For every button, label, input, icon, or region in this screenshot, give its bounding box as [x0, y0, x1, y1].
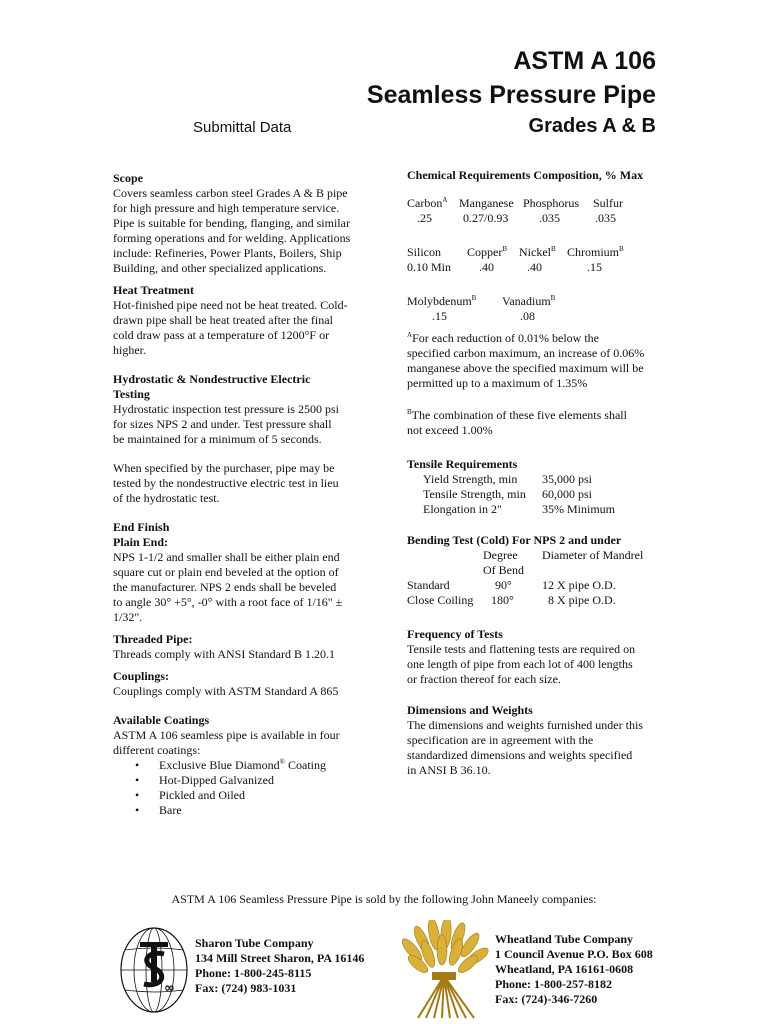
hydrostatic-heading-2: Testing [113, 387, 150, 401]
tensile-heading: Tensile Requirements [407, 457, 518, 471]
registered-mark: ® [279, 758, 285, 766]
footnote-mark: B [407, 408, 412, 416]
chem-label: Sulfur [593, 196, 623, 210]
bending-table [407, 548, 667, 608]
hydrostatic-heading: Hydrostatic & Nondestructive Electric [113, 372, 311, 386]
bend-col-header: Degree [483, 548, 518, 562]
note-a-line: manganese above the specified maximum will be [407, 361, 644, 375]
chem-label [407, 294, 476, 309]
bend-mandrel: 8 X pipe O.D. [548, 593, 616, 607]
scope-heading: Scope [113, 171, 143, 185]
scope-line: include: Refineries, Power Plants, Boilers, Ship [113, 246, 342, 260]
dimensions-line: in ANSI B 36.10. [407, 763, 491, 777]
chem-label [567, 245, 624, 260]
heat-treatment-heading: Heat Treatment [113, 283, 194, 297]
svg-text:∞: ∞ [164, 981, 175, 996]
tensile-value: 35,000 psi [542, 472, 593, 486]
nde-line: When specified by the purchaser, pipe may be [113, 461, 335, 475]
hydrostatic-text [113, 402, 388, 447]
chem-label: Phosphorus [523, 196, 580, 210]
company-fax: Fax: (724)-346-7260 [495, 992, 598, 1006]
tensile-value: 60,000 psi [542, 487, 593, 501]
chem-value: .15 [587, 260, 602, 274]
footnote-b [407, 408, 667, 438]
chem-label: Manganese [459, 196, 514, 210]
coating-name: Exclusive Blue Diamond [159, 758, 280, 772]
list-item: • Pickled and Oiled [159, 788, 388, 803]
scope-line: Building, and other specialized applications. [113, 261, 327, 275]
frequency-line: one length of pipe from each lot of 400 lengths [407, 657, 633, 671]
tensile-label: Yield Strength, min [423, 472, 518, 486]
dimensions-line: The dimensions and weights furnished under this [407, 718, 643, 732]
tensile-label: Tensile Strength, min [423, 487, 526, 501]
bend-degree: 180° [491, 593, 514, 607]
chemical-requirements-heading: Chemical Requirements Composition, % Max [407, 168, 644, 182]
nondestructive-text [113, 461, 388, 506]
chem-value: .035 [539, 211, 560, 225]
chem-table-2 [407, 245, 667, 279]
plain-line: the manufacturer. NPS 2 ends shall be beveled [113, 580, 337, 594]
chem-label-text: Molybdenum [407, 294, 472, 308]
bend-row-label: Close Coiling [407, 593, 474, 607]
grades-label: Grades A & B [528, 115, 656, 137]
chem-label-text: Chromium [567, 245, 620, 259]
frequency-section [407, 627, 667, 687]
scope-line: for high pressure and high temperature service. [113, 201, 340, 215]
chem-value: .035 [595, 211, 616, 225]
threaded-pipe-heading: Threaded Pipe: [113, 632, 193, 646]
bend-col-header: Of Bend [483, 563, 524, 577]
coatings-heading: Available Coatings [113, 713, 210, 727]
submittal-label: Submittal Data [193, 119, 292, 136]
company-address: 1 Council Avenue P.O. Box 608 [495, 947, 653, 961]
company-phone: Phone: 1-800-245-8115 [195, 966, 312, 980]
footnote-mark: A [407, 331, 413, 339]
chem-table-1 [407, 196, 667, 230]
hydro-line: Hydrostatic inspection test pressure is 2500 psi [113, 402, 339, 416]
coating-suffix: Coating [284, 758, 326, 772]
plain-line: to angle 30° +5°, -0° with a root face of 1/16" ± [113, 595, 343, 609]
company-phone: Phone: 1-800-257-8182 [495, 977, 612, 991]
note-a-line: permitted up to a maximum of 1.35% [407, 376, 588, 390]
sold-by-line: ASTM A 106 Seamless Pressure Pipe is sold by the following John Maneely companies: [171, 892, 597, 906]
sharon-tube-logo [118, 922, 190, 1016]
chem-label: Silicon [407, 245, 442, 259]
coatings-list [113, 758, 388, 818]
dimensions-line: specification are in agreement with the [407, 733, 594, 747]
sharon-tube-contact [195, 936, 364, 996]
nde-line: of the hydrostatic test. [113, 491, 220, 505]
chem-value: 0.10 Min [407, 260, 452, 274]
heat-line: cold draw pass at a temperature of 1200°F or [113, 328, 330, 342]
list-item [159, 758, 388, 773]
couplings-heading: Couplings: [113, 669, 170, 683]
scope-line: Covers seamless carbon steel Grades A & B pipe [113, 186, 348, 200]
plain-line: 1/32". [113, 610, 143, 624]
chem-label [502, 294, 555, 309]
coatings-line: different coatings: [113, 743, 201, 757]
footnote-mark: B [619, 245, 624, 253]
dimensions-section [407, 703, 667, 778]
chem-label [519, 245, 556, 260]
tensile-section [407, 457, 667, 472]
nde-line: tested by the nondestructive electric test in lieu [113, 476, 339, 490]
end-finish-heading: End Finish [113, 520, 170, 534]
scope-text [113, 186, 388, 276]
document-title: ASTM A 106 [513, 47, 656, 75]
footnote-mark: B [502, 245, 507, 253]
frequency-heading: Frequency of Tests [407, 627, 503, 641]
footnote-mark: A [442, 196, 448, 204]
chem-value: .40 [479, 260, 494, 274]
footnote-mark: B [471, 294, 477, 302]
hydro-line: for sizes NPS 2 and under. Test pressure shall [113, 417, 332, 431]
scope-line: Pipe is suitable for bending, flanging, and similar [113, 216, 350, 230]
chem-value: .25 [417, 211, 432, 225]
tensile-table [407, 472, 667, 517]
bending-heading: Bending Test (Cold) For NPS 2 and under [407, 533, 622, 547]
chem-value: 0.27/0.93 [463, 211, 509, 225]
company-city: Wheatland, PA 16161-0608 [495, 962, 634, 976]
list-item: • Bare [159, 803, 388, 818]
plain-end-heading: Plain End: [113, 535, 169, 549]
threaded-pipe-text: Threads comply with ANSI Standard B 1.20.1 [113, 647, 335, 661]
heat-line: higher. [113, 343, 146, 357]
note-a-line [407, 331, 667, 346]
chem-value: .15 [432, 309, 447, 323]
note-b-line [407, 408, 667, 423]
bend-col-header: Diameter of Mandrel [542, 548, 644, 562]
company-address: 134 Mill Street Sharon, PA 16146 [195, 951, 365, 965]
list-item: • Hot-Dipped Galvanized [159, 773, 388, 788]
tensile-label: Elongation in 2" [423, 502, 502, 516]
wheat-sheaf-logo [398, 920, 490, 1020]
chem-label [407, 196, 447, 211]
dimensions-heading: Dimensions and Weights [407, 703, 533, 717]
footnote-a [407, 331, 667, 391]
hydro-line: be maintained for a minimum of 5 seconds. [113, 432, 322, 446]
plain-end-text [113, 550, 388, 625]
frequency-line: Tensile tests and flattening tests are required on [407, 642, 636, 656]
tensile-value: 35% Minimum [542, 502, 616, 516]
heat-line: drawn pipe shall be heat treated after the final [113, 313, 333, 327]
footnote-mark: B [551, 245, 556, 253]
document-subtitle: Seamless Pressure Pipe [366, 81, 656, 109]
right-column [407, 168, 667, 183]
company-name: Wheatland Tube Company [495, 932, 634, 946]
scope-line: forming operations and for welding. Applications [113, 231, 351, 245]
footnote-mark: B [550, 294, 556, 302]
chem-value: .40 [527, 260, 542, 274]
plain-line: square cut or plain end beveled at the option of [113, 565, 339, 579]
note-a-line: specified carbon maximum, an increase of 0.06% [407, 346, 645, 360]
chem-label-text: Vanadium [502, 294, 551, 308]
company-fax: Fax: (724) 983-1031 [195, 981, 297, 995]
heat-treatment-text [113, 298, 388, 358]
chem-label-text: Nickel [519, 245, 551, 259]
chem-label-text: Carbon [407, 196, 443, 210]
plain-line: NPS 1-1/2 and smaller shall be either plain end [113, 550, 340, 564]
dimensions-line: standardized dimensions and weights specified [407, 748, 633, 762]
chem-label [467, 245, 507, 260]
couplings-text: Couplings comply with ASTM Standard A 865 [113, 684, 339, 698]
chem-table-3 [407, 294, 667, 328]
left-column [113, 171, 388, 818]
bend-degree: 90° [495, 578, 512, 592]
note-b-text: The combination of these five elements shall [411, 408, 627, 422]
note-a-text: For each reduction of 0.01% below the [412, 331, 600, 345]
frequency-line: or fraction thereof for each size. [407, 672, 561, 686]
heat-line: Hot-finished pipe need not be heat treated. Cold- [113, 298, 348, 312]
bending-section [407, 533, 667, 548]
coatings-line: ASTM A 106 seamless pipe is available in four [113, 728, 340, 742]
wheatland-tube-contact [495, 932, 653, 1007]
chem-label-text: Copper [467, 245, 503, 259]
note-b-line: not exceed 1.00% [407, 423, 493, 437]
bend-row-label: Standard [407, 578, 450, 592]
bend-mandrel: 12 X pipe O.D. [542, 578, 616, 592]
chem-value: .08 [520, 309, 535, 323]
company-name: Sharon Tube Company [195, 936, 314, 950]
